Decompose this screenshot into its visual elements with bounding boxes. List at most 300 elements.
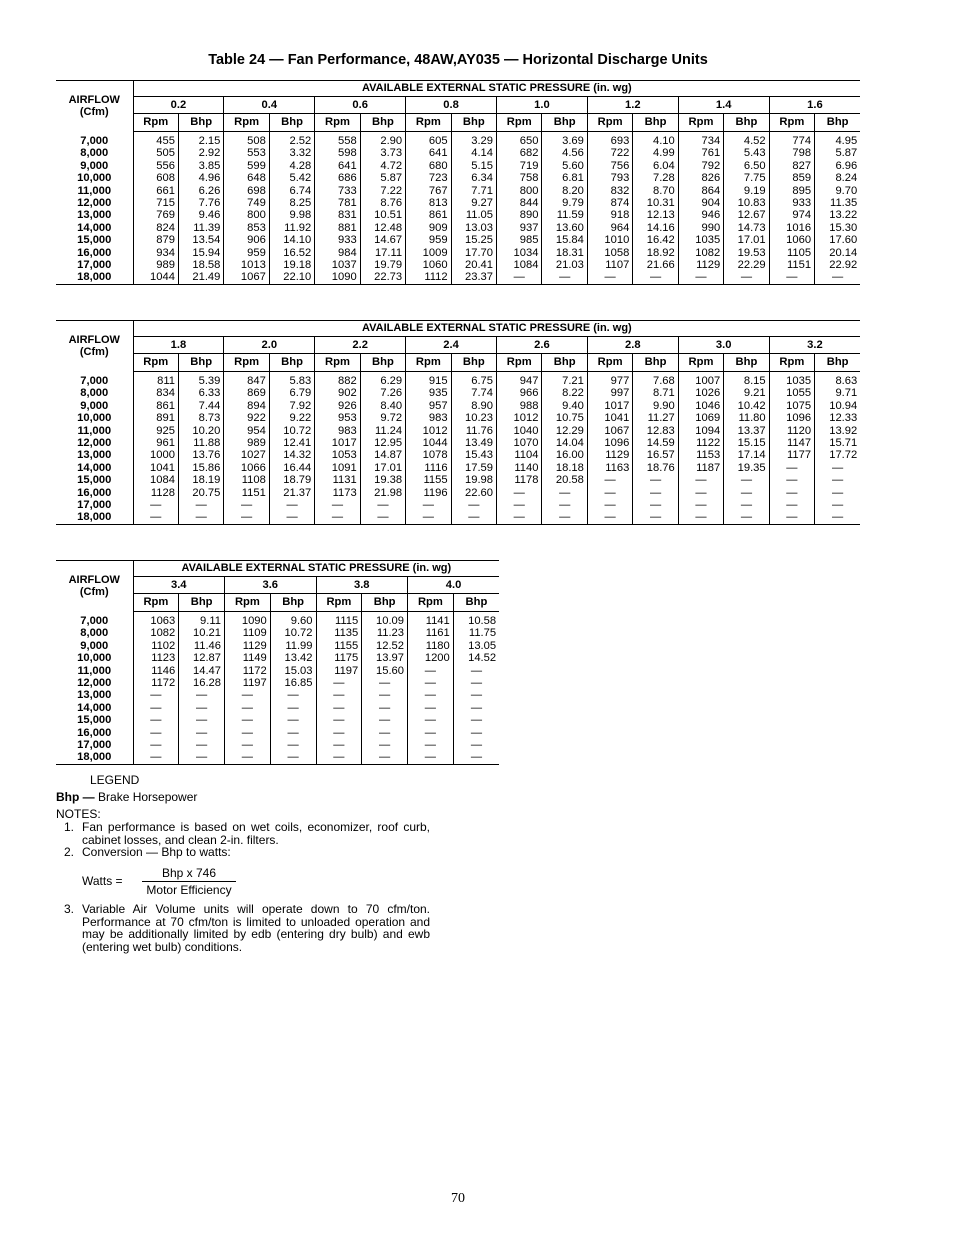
rpm-cell: 1010 bbox=[587, 234, 632, 246]
bhp-header: Bhp bbox=[269, 114, 314, 132]
pressure-header: 4.0 bbox=[408, 577, 500, 594]
rpm-cell: 1163 bbox=[587, 462, 632, 474]
bhp-cell: 11.92 bbox=[269, 222, 314, 234]
bhp-cell: 5.87 bbox=[815, 147, 861, 159]
bhp-cell: 6.33 bbox=[178, 387, 223, 399]
airflow-cell: 10,000 bbox=[77, 172, 112, 185]
rpm-cell: — bbox=[133, 727, 179, 739]
rpm-header: Rpm bbox=[769, 114, 814, 132]
rpm-cell: 598 bbox=[315, 147, 360, 159]
rpm-cell: 974 bbox=[769, 209, 814, 221]
bhp-cell: 17.72 bbox=[815, 449, 861, 461]
table-row bbox=[56, 437, 860, 449]
bhp-cell: 6.34 bbox=[451, 172, 496, 184]
bhp-cell: 10.75 bbox=[542, 412, 587, 424]
bhp-cell: 12.87 bbox=[179, 652, 225, 664]
rpm-cell: 1040 bbox=[497, 425, 542, 437]
bhp-cell: — bbox=[453, 665, 499, 677]
bhp-cell: — bbox=[270, 727, 316, 739]
rpm-cell: 1084 bbox=[133, 474, 178, 486]
rpm-cell: 605 bbox=[406, 132, 451, 148]
rpm-header: Rpm bbox=[406, 114, 451, 132]
rpm-cell: — bbox=[408, 727, 454, 739]
rpm-cell: — bbox=[769, 487, 814, 499]
rpm-cell: 1155 bbox=[406, 474, 451, 486]
rpm-cell: — bbox=[678, 271, 723, 284]
rpm-cell: 834 bbox=[133, 387, 178, 399]
rpm-cell: — bbox=[408, 739, 454, 751]
bhp-cell: 8.90 bbox=[451, 400, 496, 412]
bhp-cell: 3.73 bbox=[360, 147, 405, 159]
rpm-cell: — bbox=[316, 714, 362, 726]
airflow-cell: 13,000 bbox=[77, 209, 112, 222]
rpm-cell: — bbox=[408, 702, 454, 714]
bhp-cell: 17.14 bbox=[724, 449, 769, 461]
bhp-header: Bhp bbox=[178, 354, 223, 372]
airflow-cell: 18,000 bbox=[56, 271, 133, 284]
bhp-cell: — bbox=[270, 714, 316, 726]
bhp-header: Bhp bbox=[815, 354, 861, 372]
rpm-cell: 826 bbox=[678, 172, 723, 184]
bhp-cell: — bbox=[362, 714, 408, 726]
bhp-cell: 6.75 bbox=[451, 372, 496, 388]
bhp-cell: 15.43 bbox=[451, 449, 496, 461]
rpm-cell: 798 bbox=[769, 147, 814, 159]
rpm-cell: 859 bbox=[769, 172, 814, 184]
bhp-cell: 19.53 bbox=[724, 247, 769, 259]
rpm-cell: 1120 bbox=[769, 425, 814, 437]
bhp-cell: — bbox=[633, 511, 678, 524]
pressure-header: 3.0 bbox=[678, 337, 769, 354]
bhp-cell: 16.00 bbox=[542, 449, 587, 461]
note-number: 2. bbox=[64, 845, 75, 859]
rpm-header: Rpm bbox=[769, 354, 814, 372]
rpm-cell: 1129 bbox=[587, 449, 632, 461]
rpm-cell: 935 bbox=[406, 387, 451, 399]
bhp-cell: 10.58 bbox=[453, 612, 499, 628]
bhp-cell: — bbox=[453, 751, 499, 764]
airflow-cell: 11,000 bbox=[77, 184, 112, 197]
table-row bbox=[56, 209, 860, 221]
rpm-cell: 1112 bbox=[406, 271, 451, 284]
rpm-cell: — bbox=[316, 739, 362, 751]
bhp-cell: 14.47 bbox=[179, 665, 225, 677]
rpm-cell: 1090 bbox=[225, 612, 271, 628]
note-number: 1. bbox=[64, 820, 75, 834]
airflow-cell: 7,000 bbox=[80, 374, 109, 387]
rpm-cell: 1055 bbox=[769, 387, 814, 399]
rpm-cell: — bbox=[769, 499, 814, 511]
airflow-label: AIRFLOW bbox=[68, 334, 120, 347]
rpm-cell: 946 bbox=[678, 209, 723, 221]
airflow-cell: 14,000 bbox=[77, 221, 112, 234]
rpm-header: Rpm bbox=[133, 594, 179, 612]
bhp-cell: — bbox=[451, 511, 496, 524]
bhp-cell: 2.90 bbox=[360, 132, 405, 148]
rpm-cell: — bbox=[133, 511, 178, 524]
bhp-cell: 5.15 bbox=[451, 160, 496, 172]
rpm-cell: — bbox=[133, 499, 178, 511]
formula-lhs: Watts = bbox=[82, 874, 123, 888]
rpm-cell: 661 bbox=[133, 185, 178, 197]
bhp-cell: — bbox=[362, 689, 408, 701]
bhp-cell: — bbox=[724, 271, 769, 284]
bhp-cell: 6.26 bbox=[178, 185, 223, 197]
bhp-header: Bhp bbox=[633, 114, 678, 132]
bhp-cell: 11.99 bbox=[270, 640, 316, 652]
bhp-cell: — bbox=[815, 499, 861, 511]
rpm-cell: 1091 bbox=[315, 462, 360, 474]
bhp-cell: — bbox=[453, 677, 499, 689]
bhp-cell: 10.09 bbox=[362, 612, 408, 628]
rpm-cell: 966 bbox=[497, 387, 542, 399]
rpm-cell: 556 bbox=[133, 160, 178, 172]
rpm-cell: 1053 bbox=[315, 449, 360, 461]
bhp-cell: 14.32 bbox=[269, 449, 314, 461]
rpm-cell: 680 bbox=[406, 160, 451, 172]
rpm-cell: 455 bbox=[133, 132, 178, 148]
rpm-cell: 894 bbox=[224, 400, 269, 412]
bhp-cell: — bbox=[270, 702, 316, 714]
rpm-cell: 650 bbox=[497, 132, 542, 148]
rpm-cell: — bbox=[497, 271, 542, 284]
rpm-cell: 1063 bbox=[133, 612, 179, 628]
bhp-cell: 3.69 bbox=[542, 132, 587, 148]
bhp-cell: 5.87 bbox=[360, 172, 405, 184]
formula-fraction bbox=[142, 866, 236, 897]
rpm-cell: 599 bbox=[224, 160, 269, 172]
bhp-cell: 17.11 bbox=[360, 247, 405, 259]
rpm-cell: 1115 bbox=[316, 612, 362, 628]
rpm-cell: 1078 bbox=[406, 449, 451, 461]
bhp-cell: 21.98 bbox=[360, 487, 405, 499]
bhp-cell: 11.75 bbox=[453, 627, 499, 639]
table-row bbox=[56, 387, 860, 399]
bhp-cell: 18.76 bbox=[633, 462, 678, 474]
airflow-cell: 16,000 bbox=[77, 246, 112, 259]
bhp-cell: 11.46 bbox=[179, 640, 225, 652]
rpm-cell: — bbox=[225, 714, 271, 726]
legend-abbr: Bhp — bbox=[56, 790, 95, 804]
rpm-cell: 1146 bbox=[133, 665, 179, 677]
bhp-cell: 9.79 bbox=[542, 197, 587, 209]
static-pressure-header: AVAILABLE EXTERNAL STATIC PRESSURE (in. wg) bbox=[133, 321, 860, 337]
bhp-cell: 12.41 bbox=[269, 437, 314, 449]
bhp-cell: 15.03 bbox=[270, 665, 316, 677]
rpm-cell: 1041 bbox=[587, 412, 632, 424]
table-row bbox=[56, 132, 860, 148]
pressure-header: 3.8 bbox=[316, 577, 408, 594]
bhp-cell: 20.41 bbox=[451, 259, 496, 271]
bhp-cell: — bbox=[179, 751, 225, 764]
airflow-cell: 8,000 bbox=[80, 627, 109, 640]
rpm-cell: 1096 bbox=[587, 437, 632, 449]
airflow-cell: 10,000 bbox=[77, 652, 112, 665]
rpm-cell: 553 bbox=[224, 147, 269, 159]
pressure-header: 3.6 bbox=[225, 577, 317, 594]
rpm-cell: 719 bbox=[497, 160, 542, 172]
pressure-header: 2.2 bbox=[315, 337, 406, 354]
table-row bbox=[56, 665, 499, 677]
bhp-cell: 20.58 bbox=[542, 474, 587, 486]
rpm-cell: — bbox=[133, 714, 179, 726]
rpm-cell: 558 bbox=[315, 132, 360, 148]
rpm-cell: 686 bbox=[315, 172, 360, 184]
formula-numerator: Bhp x 746 bbox=[142, 866, 236, 882]
bhp-cell: — bbox=[451, 499, 496, 511]
rpm-cell: 1197 bbox=[316, 665, 362, 677]
rpm-cell: 1082 bbox=[678, 247, 723, 259]
bhp-cell: 8.15 bbox=[724, 372, 769, 388]
note-text: Fan performance is based on wet coils, economizer, roof curb, cabinet losses, and clean 2-in. filters. bbox=[82, 820, 430, 847]
rpm-cell: 793 bbox=[587, 172, 632, 184]
table-row bbox=[56, 487, 860, 499]
pressure-header: 3.2 bbox=[769, 337, 860, 354]
bhp-cell: 11.24 bbox=[360, 425, 405, 437]
rpm-cell: — bbox=[225, 727, 271, 739]
bhp-cell: 22.60 bbox=[451, 487, 496, 499]
bhp-cell: 4.95 bbox=[815, 132, 861, 148]
bhp-cell: 7.71 bbox=[451, 185, 496, 197]
rpm-cell: 997 bbox=[587, 387, 632, 399]
pressure-header: 0.2 bbox=[133, 97, 224, 114]
rpm-cell: 792 bbox=[678, 160, 723, 172]
rpm-cell: 844 bbox=[497, 197, 542, 209]
rpm-cell: 1153 bbox=[678, 449, 723, 461]
rpm-cell: 1123 bbox=[133, 652, 179, 664]
bhp-cell: 13.54 bbox=[178, 234, 223, 246]
rpm-cell: 774 bbox=[769, 132, 814, 148]
bhp-cell: 13.42 bbox=[270, 652, 316, 664]
rpm-cell: 767 bbox=[406, 185, 451, 197]
bhp-cell: 18.58 bbox=[178, 259, 223, 271]
table-row bbox=[56, 474, 860, 486]
bhp-cell: — bbox=[633, 499, 678, 511]
pressure-header: 1.4 bbox=[678, 97, 769, 114]
rpm-cell: 781 bbox=[315, 197, 360, 209]
bhp-cell: — bbox=[542, 499, 587, 511]
bhp-header: Bhp bbox=[362, 594, 408, 612]
table-row bbox=[56, 372, 860, 388]
bhp-cell: 22.73 bbox=[360, 271, 405, 284]
bhp-cell: 9.71 bbox=[815, 387, 861, 399]
rpm-cell: 985 bbox=[497, 234, 542, 246]
rpm-cell: 1044 bbox=[406, 437, 451, 449]
pressure-header: 0.6 bbox=[315, 97, 406, 114]
rpm-cell: 1035 bbox=[678, 234, 723, 246]
bhp-cell: 7.26 bbox=[360, 387, 405, 399]
rpm-cell: 984 bbox=[315, 247, 360, 259]
airflow-cell: 8,000 bbox=[80, 387, 109, 400]
bhp-cell: 9.60 bbox=[270, 612, 316, 628]
bhp-header: Bhp bbox=[270, 594, 316, 612]
rpm-cell: 953 bbox=[315, 412, 360, 424]
rpm-header: Rpm bbox=[315, 114, 360, 132]
bhp-cell: 8.25 bbox=[269, 197, 314, 209]
rpm-header: Rpm bbox=[133, 114, 178, 132]
rpm-cell: 1177 bbox=[769, 449, 814, 461]
bhp-cell: 12.33 bbox=[815, 412, 861, 424]
airflow-label: AIRFLOW bbox=[68, 94, 120, 107]
bhp-cell: 8.20 bbox=[542, 185, 587, 197]
bhp-cell: 15.30 bbox=[815, 222, 861, 234]
rpm-cell: 989 bbox=[224, 437, 269, 449]
rpm-cell: 1027 bbox=[224, 449, 269, 461]
rpm-cell: — bbox=[225, 739, 271, 751]
pressure-header: 2.0 bbox=[224, 337, 315, 354]
rpm-cell: — bbox=[408, 665, 454, 677]
bhp-cell: 9.46 bbox=[178, 209, 223, 221]
rpm-cell: 874 bbox=[587, 197, 632, 209]
bhp-cell: 10.94 bbox=[815, 400, 861, 412]
bhp-header: Bhp bbox=[360, 114, 405, 132]
bhp-cell: 9.72 bbox=[360, 412, 405, 424]
airflow-cell: 17,000 bbox=[77, 739, 112, 752]
rpm-cell: 1012 bbox=[497, 412, 542, 424]
bhp-cell: 14.59 bbox=[633, 437, 678, 449]
bhp-cell: 12.83 bbox=[633, 425, 678, 437]
rpm-cell: 990 bbox=[678, 222, 723, 234]
static-pressure-header: AVAILABLE EXTERNAL STATIC PRESSURE (in. wg) bbox=[133, 81, 860, 97]
table-row bbox=[56, 197, 860, 209]
rpm-cell: — bbox=[678, 487, 723, 499]
rpm-cell: — bbox=[769, 474, 814, 486]
rpm-cell: 1151 bbox=[224, 487, 269, 499]
rpm-cell: 749 bbox=[224, 197, 269, 209]
rpm-header: Rpm bbox=[678, 114, 723, 132]
airflow-cell: 7,000 bbox=[80, 134, 109, 147]
rpm-cell: 890 bbox=[497, 209, 542, 221]
bhp-cell: 10.72 bbox=[270, 627, 316, 639]
bhp-cell: 21.66 bbox=[633, 259, 678, 271]
bhp-cell: 17.59 bbox=[451, 462, 496, 474]
rpm-header: Rpm bbox=[225, 594, 271, 612]
bhp-header: Bhp bbox=[451, 114, 496, 132]
rpm-cell: 881 bbox=[315, 222, 360, 234]
airflow-cell: 17,000 bbox=[77, 259, 112, 272]
table-row bbox=[56, 222, 860, 234]
bhp-cell: 10.83 bbox=[724, 197, 769, 209]
bhp-cell: 11.05 bbox=[451, 209, 496, 221]
bhp-cell: 14.67 bbox=[360, 234, 405, 246]
rpm-cell: — bbox=[315, 511, 360, 524]
rpm-cell: — bbox=[316, 702, 362, 714]
bhp-cell: 5.83 bbox=[269, 372, 314, 388]
airflow-cell: 15,000 bbox=[77, 474, 112, 487]
rpm-cell: 824 bbox=[133, 222, 178, 234]
bhp-cell: — bbox=[453, 702, 499, 714]
bhp-cell: 11.59 bbox=[542, 209, 587, 221]
airflow-cell: 9,000 bbox=[80, 399, 109, 412]
bhp-header: Bhp bbox=[815, 114, 861, 132]
rpm-cell: 933 bbox=[315, 234, 360, 246]
bhp-cell: 18.31 bbox=[542, 247, 587, 259]
airflow-cell: 7,000 bbox=[80, 614, 109, 627]
bhp-cell: 19.79 bbox=[360, 259, 405, 271]
airflow-cell: 14,000 bbox=[77, 701, 112, 714]
bhp-cell: 13.60 bbox=[542, 222, 587, 234]
bhp-header: Bhp bbox=[269, 354, 314, 372]
rpm-cell: 1070 bbox=[497, 437, 542, 449]
rpm-cell: 758 bbox=[497, 172, 542, 184]
rpm-header: Rpm bbox=[406, 354, 451, 372]
bhp-cell: 14.10 bbox=[269, 234, 314, 246]
table-row bbox=[56, 751, 499, 764]
bhp-cell: 23.37 bbox=[451, 271, 496, 284]
bhp-cell: — bbox=[815, 462, 861, 474]
rpm-cell: 879 bbox=[133, 234, 178, 246]
bhp-cell: 4.96 bbox=[178, 172, 223, 184]
rpm-header: Rpm bbox=[133, 354, 178, 372]
bhp-cell: — bbox=[815, 511, 861, 524]
rpm-cell: 918 bbox=[587, 209, 632, 221]
bhp-cell: 5.60 bbox=[542, 160, 587, 172]
bhp-cell: 14.73 bbox=[724, 222, 769, 234]
bhp-header: Bhp bbox=[453, 594, 499, 612]
bhp-cell: 15.15 bbox=[724, 437, 769, 449]
rpm-cell: 1090 bbox=[315, 271, 360, 284]
rpm-cell: 895 bbox=[769, 185, 814, 197]
rpm-cell: 1044 bbox=[133, 271, 178, 284]
rpm-cell: 693 bbox=[587, 132, 632, 148]
rpm-header: Rpm bbox=[408, 594, 454, 612]
bhp-cell: 19.98 bbox=[451, 474, 496, 486]
rpm-cell: — bbox=[408, 689, 454, 701]
bhp-header: Bhp bbox=[451, 354, 496, 372]
rpm-cell: 1058 bbox=[587, 247, 632, 259]
bhp-cell: 18.79 bbox=[269, 474, 314, 486]
rpm-cell: 1069 bbox=[678, 412, 723, 424]
rpm-cell: 1196 bbox=[406, 487, 451, 499]
pressure-header: 1.8 bbox=[133, 337, 224, 354]
airflow-cell: 12,000 bbox=[77, 677, 112, 690]
airflow-cell: 16,000 bbox=[77, 726, 112, 739]
rpm-cell: 1104 bbox=[497, 449, 542, 461]
bhp-cell: 2.92 bbox=[178, 147, 223, 159]
bhp-cell: 17.01 bbox=[360, 462, 405, 474]
bhp-cell: 5.42 bbox=[269, 172, 314, 184]
bhp-cell: 8.24 bbox=[815, 172, 861, 184]
rpm-cell: — bbox=[316, 677, 362, 689]
bhp-cell: 11.23 bbox=[362, 627, 408, 639]
bhp-cell: 16.85 bbox=[270, 677, 316, 689]
bhp-cell: 4.10 bbox=[633, 132, 678, 148]
bhp-cell: — bbox=[362, 677, 408, 689]
notes-heading: NOTES: bbox=[56, 807, 101, 821]
table-row bbox=[56, 499, 860, 511]
bhp-cell: 11.88 bbox=[178, 437, 223, 449]
bhp-cell: 18.19 bbox=[178, 474, 223, 486]
bhp-cell: 15.94 bbox=[178, 247, 223, 259]
rpm-cell: 933 bbox=[769, 197, 814, 209]
bhp-cell: 8.73 bbox=[178, 412, 223, 424]
bhp-cell: 13.03 bbox=[451, 222, 496, 234]
rpm-header: Rpm bbox=[497, 114, 542, 132]
airflow-cell: 9,000 bbox=[80, 159, 109, 172]
rpm-cell: 922 bbox=[224, 412, 269, 424]
rpm-cell: 882 bbox=[315, 372, 360, 388]
rpm-cell: 1046 bbox=[678, 400, 723, 412]
rpm-cell: 715 bbox=[133, 197, 178, 209]
bhp-cell: 17.70 bbox=[451, 247, 496, 259]
bhp-cell: 18.18 bbox=[542, 462, 587, 474]
bhp-cell: 4.72 bbox=[360, 160, 405, 172]
bhp-header: Bhp bbox=[542, 114, 587, 132]
rpm-cell: 1151 bbox=[769, 259, 814, 271]
rpm-cell: — bbox=[225, 751, 271, 764]
bhp-cell: 17.60 bbox=[815, 234, 861, 246]
rpm-cell: 641 bbox=[315, 160, 360, 172]
